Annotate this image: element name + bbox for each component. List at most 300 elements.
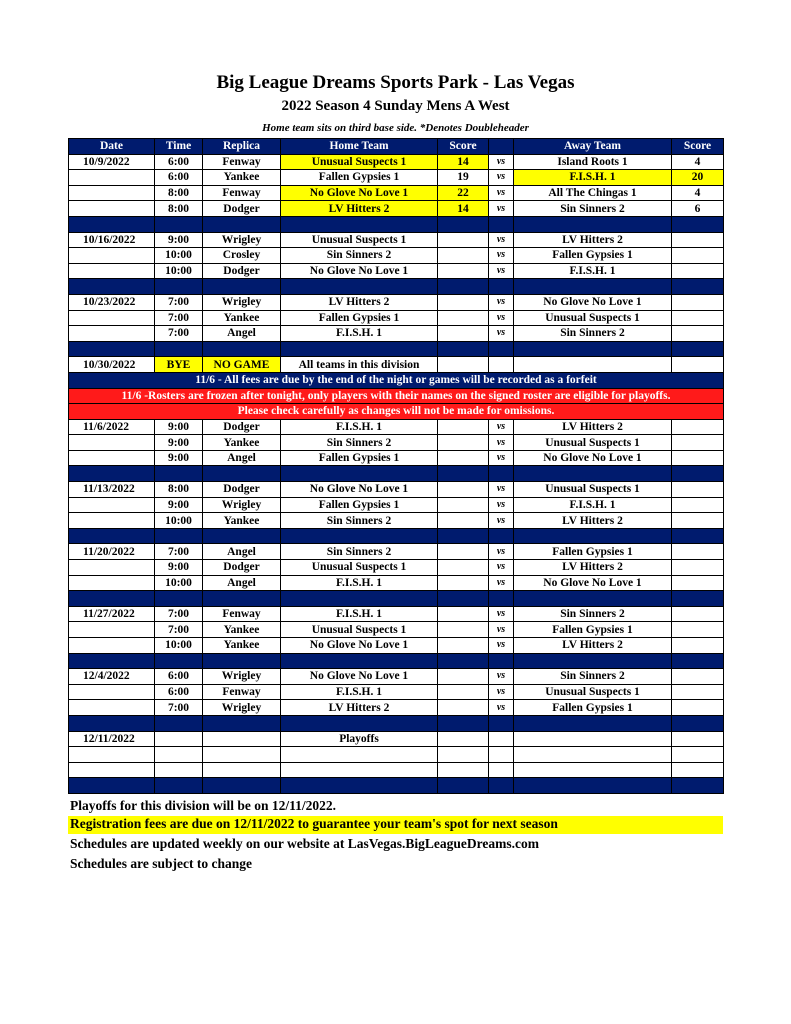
vs-cell: vs xyxy=(489,263,514,279)
time-cell: 10:00 xyxy=(155,248,203,264)
replica-cell: Crosley xyxy=(203,248,281,264)
page-subtitle: 2022 Season 4 Sunday Mens A West xyxy=(281,98,510,114)
replica-cell: Angel xyxy=(203,544,281,560)
home-team-cell: LV Hitters 2 xyxy=(281,201,438,217)
separator-cell xyxy=(514,778,672,794)
home-score-cell xyxy=(438,450,489,466)
separator-cell xyxy=(69,778,155,794)
date-cell: 12/11/2022 xyxy=(69,731,155,747)
home-score-cell xyxy=(438,419,489,435)
separator-cell xyxy=(203,591,281,607)
col-header-replica: Replica xyxy=(203,139,281,155)
date-cell: 11/27/2022 xyxy=(69,606,155,622)
home-team-cell: No Glove No Love 1 xyxy=(281,482,438,498)
away-score-cell xyxy=(672,326,724,342)
date-cell xyxy=(69,248,155,264)
separator-cell xyxy=(69,591,155,607)
home-score-cell xyxy=(438,622,489,638)
away-team-cell: LV Hitters 2 xyxy=(514,560,672,576)
away-team-cell: F.I.S.H. 1 xyxy=(514,170,672,186)
date-cell xyxy=(69,560,155,576)
date-cell xyxy=(69,326,155,342)
away-team-cell: Sin Sinners 2 xyxy=(514,606,672,622)
separator-cell xyxy=(203,466,281,482)
game-row xyxy=(69,357,724,373)
time-cell: BYE xyxy=(155,357,203,373)
home-team-cell: Sin Sinners 2 xyxy=(281,435,438,451)
separator-cell xyxy=(438,528,489,544)
vs-cell: vs xyxy=(489,544,514,560)
replica-cell: Fenway xyxy=(203,154,281,170)
vs-cell: vs xyxy=(489,232,514,248)
away-score-cell xyxy=(672,622,724,638)
date-cell xyxy=(69,747,155,763)
separator-cell xyxy=(281,279,438,295)
time-cell: 9:00 xyxy=(155,419,203,435)
separator-cell xyxy=(672,778,724,794)
separator-cell xyxy=(672,466,724,482)
roster-notice-row xyxy=(69,404,724,420)
vs-cell: vs xyxy=(489,310,514,326)
home-team-cell xyxy=(281,762,438,778)
separator-cell xyxy=(672,591,724,607)
time-cell: 7:00 xyxy=(155,622,203,638)
vs-cell: vs xyxy=(489,575,514,591)
time-cell xyxy=(155,762,203,778)
separator-cell xyxy=(203,279,281,295)
separator-cell xyxy=(672,653,724,669)
separator-cell xyxy=(281,715,438,731)
game-row xyxy=(69,762,724,778)
date-cell xyxy=(69,622,155,638)
separator-cell xyxy=(514,715,672,731)
col-header-vs xyxy=(489,139,514,155)
away-score-cell xyxy=(672,669,724,685)
col-header-home-score: Score xyxy=(438,139,489,155)
separator-cell xyxy=(281,466,438,482)
vs-cell: vs xyxy=(489,435,514,451)
home-score-cell xyxy=(438,326,489,342)
separator-cell xyxy=(514,466,672,482)
date-cell: 11/13/2022 xyxy=(69,482,155,498)
time-cell: 7:00 xyxy=(155,606,203,622)
separator-cell xyxy=(438,279,489,295)
separator-row xyxy=(69,341,724,357)
away-score-cell xyxy=(672,731,724,747)
away-score-cell xyxy=(672,513,724,529)
home-team-cell: Fallen Gypsies 1 xyxy=(281,310,438,326)
separator-cell xyxy=(438,216,489,232)
home-score-cell xyxy=(438,294,489,310)
away-score-cell xyxy=(672,232,724,248)
date-cell xyxy=(69,263,155,279)
separator-cell xyxy=(69,341,155,357)
time-cell: 9:00 xyxy=(155,232,203,248)
separator-cell xyxy=(672,528,724,544)
game-row xyxy=(69,435,724,451)
vs-cell xyxy=(489,731,514,747)
time-cell: 7:00 xyxy=(155,544,203,560)
away-team-cell: LV Hitters 2 xyxy=(514,232,672,248)
time-cell: 6:00 xyxy=(155,170,203,186)
replica-cell: Angel xyxy=(203,575,281,591)
replica-cell: NO GAME xyxy=(203,357,281,373)
separator-row xyxy=(69,279,724,295)
notice-text: Please check carefully as changes will not be made for omissions. xyxy=(69,404,724,420)
col-header-away-score: Score xyxy=(672,139,724,155)
date-cell xyxy=(69,700,155,716)
away-team-cell: Unusual Suspects 1 xyxy=(514,482,672,498)
separator-row xyxy=(69,778,724,794)
time-cell xyxy=(155,747,203,763)
home-score-cell xyxy=(438,263,489,279)
away-team-cell: Island Roots 1 xyxy=(514,154,672,170)
vs-cell: vs xyxy=(489,700,514,716)
home-team-note: Home team sits on third base side. *Denotes Doubleheader xyxy=(262,122,529,134)
replica-cell: Wrigley xyxy=(203,700,281,716)
separator-cell xyxy=(155,466,203,482)
game-row xyxy=(69,513,724,529)
separator-cell xyxy=(281,653,438,669)
separator-cell xyxy=(155,653,203,669)
separator-cell xyxy=(672,341,724,357)
vs-cell: vs xyxy=(489,201,514,217)
vs-cell: vs xyxy=(489,419,514,435)
vs-cell: vs xyxy=(489,482,514,498)
home-team-cell: Playoffs xyxy=(281,731,438,747)
date-cell xyxy=(69,185,155,201)
date-cell: 11/20/2022 xyxy=(69,544,155,560)
away-score-cell xyxy=(672,606,724,622)
home-team-cell: Fallen Gypsies 1 xyxy=(281,170,438,186)
separator-cell xyxy=(69,466,155,482)
separator-cell xyxy=(489,591,514,607)
separator-cell xyxy=(281,591,438,607)
replica-cell: Dodger xyxy=(203,560,281,576)
separator-cell xyxy=(203,715,281,731)
away-score-cell xyxy=(672,248,724,264)
game-row xyxy=(69,482,724,498)
separator-cell xyxy=(69,653,155,669)
col-header-date: Date xyxy=(69,139,155,155)
time-cell: 7:00 xyxy=(155,294,203,310)
page-title: Big League Dreams Sports Park - Las Vegas xyxy=(216,72,575,93)
game-row xyxy=(69,185,724,201)
separator-row xyxy=(69,715,724,731)
replica-cell: Dodger xyxy=(203,482,281,498)
away-score-cell xyxy=(672,638,724,654)
replica-cell: Wrigley xyxy=(203,497,281,513)
away-score-cell: 4 xyxy=(672,154,724,170)
home-team-cell: Unusual Suspects 1 xyxy=(281,232,438,248)
away-team-cell: LV Hitters 2 xyxy=(514,638,672,654)
vs-cell: vs xyxy=(489,154,514,170)
replica-cell: Yankee xyxy=(203,622,281,638)
vs-cell xyxy=(489,762,514,778)
separator-cell xyxy=(514,653,672,669)
separator-cell xyxy=(514,591,672,607)
date-cell: 10/9/2022 xyxy=(69,154,155,170)
separator-cell xyxy=(489,216,514,232)
time-cell: 8:00 xyxy=(155,482,203,498)
away-score-cell xyxy=(672,435,724,451)
time-cell: 10:00 xyxy=(155,263,203,279)
separator-cell xyxy=(155,341,203,357)
replica-cell: Wrigley xyxy=(203,294,281,310)
home-score-cell xyxy=(438,700,489,716)
game-row xyxy=(69,310,724,326)
separator-cell xyxy=(155,216,203,232)
date-cell xyxy=(69,638,155,654)
separator-cell xyxy=(281,341,438,357)
vs-cell: vs xyxy=(489,513,514,529)
separator-row xyxy=(69,466,724,482)
away-score-cell xyxy=(672,310,724,326)
home-team-cell: Sin Sinners 2 xyxy=(281,513,438,529)
game-row xyxy=(69,700,724,716)
away-team-cell: Fallen Gypsies 1 xyxy=(514,248,672,264)
separator-row xyxy=(69,653,724,669)
away-score-cell xyxy=(672,357,724,373)
home-score-cell xyxy=(438,513,489,529)
home-score-cell xyxy=(438,606,489,622)
home-score-cell xyxy=(438,248,489,264)
vs-cell: vs xyxy=(489,450,514,466)
date-cell xyxy=(69,513,155,529)
vs-cell xyxy=(489,357,514,373)
replica-cell: Angel xyxy=(203,450,281,466)
away-team-cell: F.I.S.H. 1 xyxy=(514,497,672,513)
away-team-cell: Sin Sinners 2 xyxy=(514,669,672,685)
separator-cell xyxy=(155,778,203,794)
game-row xyxy=(69,248,724,264)
home-score-cell xyxy=(438,357,489,373)
away-team-cell: Unusual Suspects 1 xyxy=(514,684,672,700)
date-cell xyxy=(69,575,155,591)
away-score-cell xyxy=(672,575,724,591)
away-score-cell xyxy=(672,762,724,778)
separator-cell xyxy=(69,279,155,295)
away-score-cell xyxy=(672,419,724,435)
replica-cell xyxy=(203,762,281,778)
separator-cell xyxy=(438,778,489,794)
separator-cell xyxy=(489,466,514,482)
separator-cell xyxy=(514,528,672,544)
home-score-cell xyxy=(438,684,489,700)
roster-notice-row xyxy=(69,388,724,404)
time-cell: 6:00 xyxy=(155,669,203,685)
schedule-table xyxy=(68,138,724,794)
game-row xyxy=(69,560,724,576)
home-team-cell: Fallen Gypsies 1 xyxy=(281,497,438,513)
replica-cell: Angel xyxy=(203,326,281,342)
home-score-cell: 14 xyxy=(438,154,489,170)
registration-note: Registration fees are due on 12/11/2022 to guarantee your team's spot for next season xyxy=(68,816,723,834)
home-team-cell: Unusual Suspects 1 xyxy=(281,154,438,170)
home-team-cell: No Glove No Love 1 xyxy=(281,263,438,279)
separator-cell xyxy=(203,653,281,669)
home-team-cell: F.I.S.H. 1 xyxy=(281,606,438,622)
home-score-cell: 14 xyxy=(438,201,489,217)
notice-text: 11/6 -Rosters are frozen after tonight, only players with their names on the signed roster are eligible for playoffs. xyxy=(69,388,724,404)
away-team-cell: Fallen Gypsies 1 xyxy=(514,622,672,638)
time-cell: 10:00 xyxy=(155,575,203,591)
separator-row xyxy=(69,528,724,544)
away-score-cell: 20 xyxy=(672,170,724,186)
replica-cell: Yankee xyxy=(203,638,281,654)
home-score-cell: 22 xyxy=(438,185,489,201)
time-cell: 8:00 xyxy=(155,201,203,217)
home-team-cell: F.I.S.H. 1 xyxy=(281,326,438,342)
separator-cell xyxy=(69,715,155,731)
time-cell: 9:00 xyxy=(155,435,203,451)
replica-cell: Fenway xyxy=(203,684,281,700)
time-cell: 6:00 xyxy=(155,684,203,700)
date-cell xyxy=(69,201,155,217)
home-score-cell xyxy=(438,232,489,248)
replica-cell xyxy=(203,731,281,747)
date-cell: 10/30/2022 xyxy=(69,357,155,373)
away-score-cell xyxy=(672,450,724,466)
date-cell xyxy=(69,310,155,326)
replica-cell: Wrigley xyxy=(203,669,281,685)
home-score-cell xyxy=(438,575,489,591)
home-team-cell: Sin Sinners 2 xyxy=(281,544,438,560)
date-cell xyxy=(69,762,155,778)
away-team-cell xyxy=(514,762,672,778)
time-cell: 10:00 xyxy=(155,513,203,529)
game-row xyxy=(69,497,724,513)
vs-cell: vs xyxy=(489,606,514,622)
separator-cell xyxy=(438,715,489,731)
separator-cell xyxy=(514,341,672,357)
away-team-cell xyxy=(514,357,672,373)
game-row xyxy=(69,575,724,591)
replica-cell: Yankee xyxy=(203,435,281,451)
replica-cell: Fenway xyxy=(203,606,281,622)
separator-cell xyxy=(281,528,438,544)
home-score-cell xyxy=(438,747,489,763)
away-score-cell xyxy=(672,294,724,310)
schedule-body xyxy=(69,154,724,793)
time-cell: 9:00 xyxy=(155,497,203,513)
game-row xyxy=(69,638,724,654)
game-row xyxy=(69,232,724,248)
separator-cell xyxy=(438,466,489,482)
away-team-cell: LV Hitters 2 xyxy=(514,419,672,435)
separator-cell xyxy=(203,528,281,544)
game-row xyxy=(69,606,724,622)
home-score-cell: 19 xyxy=(438,170,489,186)
subject-to-change-note: Schedules are subject to change xyxy=(70,856,252,871)
home-score-cell xyxy=(438,435,489,451)
home-score-cell xyxy=(438,638,489,654)
separator-cell xyxy=(489,715,514,731)
separator-cell xyxy=(672,279,724,295)
date-cell xyxy=(69,450,155,466)
away-score-cell xyxy=(672,497,724,513)
replica-cell: Yankee xyxy=(203,513,281,529)
away-team-cell: Unusual Suspects 1 xyxy=(514,310,672,326)
home-score-cell xyxy=(438,762,489,778)
separator-cell xyxy=(155,528,203,544)
separator-cell xyxy=(672,715,724,731)
away-score-cell xyxy=(672,700,724,716)
time-cell: 6:00 xyxy=(155,154,203,170)
game-row xyxy=(69,747,724,763)
date-cell: 10/16/2022 xyxy=(69,232,155,248)
separator-cell xyxy=(514,279,672,295)
separator-cell xyxy=(489,279,514,295)
separator-cell xyxy=(489,778,514,794)
vs-cell: vs xyxy=(489,638,514,654)
date-cell xyxy=(69,170,155,186)
home-score-cell xyxy=(438,560,489,576)
away-team-cell: LV Hitters 2 xyxy=(514,513,672,529)
date-cell: 12/4/2022 xyxy=(69,669,155,685)
separator-cell xyxy=(281,778,438,794)
header-row xyxy=(69,139,724,155)
time-cell: 7:00 xyxy=(155,326,203,342)
separator-row xyxy=(69,591,724,607)
website-note: Schedules are updated weekly on our website at LasVegas.BigLeagueDreams.com xyxy=(70,836,540,851)
col-header-away-team: Away Team xyxy=(514,139,672,155)
game-row xyxy=(69,419,724,435)
notice-text: 11/6 - All fees are due by the end of the night or games will be recorded as a forfeit xyxy=(69,372,724,388)
away-team-cell xyxy=(514,731,672,747)
time-cell: 9:00 xyxy=(155,560,203,576)
playoffs-note: Playoffs for this division will be on 12/11/2022. xyxy=(70,798,337,813)
separator-cell xyxy=(489,653,514,669)
time-cell xyxy=(155,731,203,747)
away-team-cell: F.I.S.H. 1 xyxy=(514,263,672,279)
home-score-cell xyxy=(438,482,489,498)
separator-cell xyxy=(155,591,203,607)
game-row xyxy=(69,201,724,217)
game-row xyxy=(69,294,724,310)
replica-cell: Yankee xyxy=(203,170,281,186)
home-team-cell: Sin Sinners 2 xyxy=(281,248,438,264)
replica-cell: Yankee xyxy=(203,310,281,326)
date-cell: 10/23/2022 xyxy=(69,294,155,310)
date-cell: 11/6/2022 xyxy=(69,419,155,435)
fees-notice-row xyxy=(69,372,724,388)
home-score-cell xyxy=(438,310,489,326)
vs-cell: vs xyxy=(489,669,514,685)
date-cell xyxy=(69,497,155,513)
away-team-cell: Fallen Gypsies 1 xyxy=(514,544,672,560)
game-row xyxy=(69,669,724,685)
game-row xyxy=(69,154,724,170)
time-cell: 7:00 xyxy=(155,310,203,326)
time-cell: 9:00 xyxy=(155,450,203,466)
away-score-cell xyxy=(672,747,724,763)
col-header-time: Time xyxy=(155,139,203,155)
separator-cell xyxy=(281,216,438,232)
home-team-cell: LV Hitters 2 xyxy=(281,700,438,716)
away-score-cell: 4 xyxy=(672,185,724,201)
date-cell xyxy=(69,435,155,451)
home-team-cell: F.I.S.H. 1 xyxy=(281,419,438,435)
vs-cell: vs xyxy=(489,326,514,342)
away-score-cell xyxy=(672,263,724,279)
time-cell: 7:00 xyxy=(155,700,203,716)
separator-cell xyxy=(438,653,489,669)
date-cell xyxy=(69,684,155,700)
away-team-cell: No Glove No Love 1 xyxy=(514,575,672,591)
away-score-cell xyxy=(672,684,724,700)
vs-cell: vs xyxy=(489,248,514,264)
